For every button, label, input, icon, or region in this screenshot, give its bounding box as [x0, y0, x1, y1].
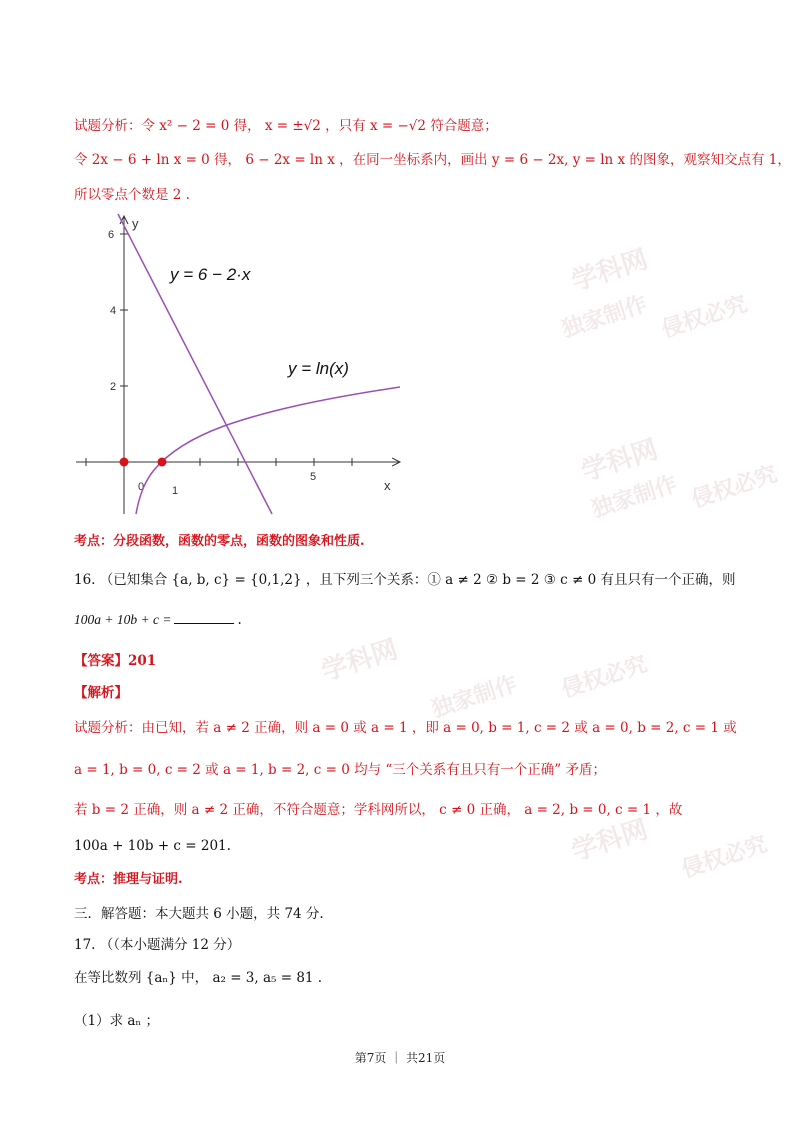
watermark-brand: 学科网 [318, 634, 402, 688]
answer16: 【答案】201 [74, 653, 157, 669]
analysis15-line2: 令 2x − 6 + ln x = 0 得， 6 − 2x = ln x ，在同一坐标系内，画出 y = 6 − 2x, y = ln x 的图象，观察知交点有 1， [74, 152, 791, 168]
watermark-text: 侵权必究 [558, 651, 651, 703]
watermark-text: 侵权必究 [688, 461, 781, 513]
zero-point [120, 458, 129, 467]
kaodian15: 考点：分段函数，函数的零点，函数的图象和性质. [74, 534, 365, 549]
watermark-brand: 学科网 [568, 814, 652, 868]
x-tick-label: 5 [310, 471, 317, 483]
jiexi-label: 【解析】 [74, 685, 128, 701]
y-tick-label: 6 [108, 229, 115, 241]
analysis16-line2: a = 1, b = 0, c = 2 或 a = 1, b = 2, c = 0 均与 “三个关系有且只有一个正确” 矛盾； [74, 762, 606, 778]
q17-title: 17. （（本小题满分 12 分） [74, 937, 241, 953]
q17-stem: 在等比数列 {aₙ} 中， a₂ = 3, a₅ = 81 . [74, 970, 323, 986]
analysis15-line1: 试题分析：令 x² − 2 = 0 得， x = ±√2 ，只有 x = −√2 符合题意； [74, 118, 498, 134]
function-graph [74, 212, 410, 516]
kaodian16: 考点：推理与证明. [74, 872, 183, 887]
page-footer: 第7页 ｜ 共21页 [354, 1051, 446, 1065]
q16-stem: 16. （已知集合 {a, b, c} = {0,1,2} ，且下列三个关系：① a ≠ 2 ② b = 2 ③ c ≠ 0 有且只有一个正确，则 [74, 572, 736, 588]
watermark-text: 独家制作 [588, 471, 681, 523]
watermark-brand: 学科网 [568, 244, 652, 298]
q17-part1: （1）求 aₙ ； [74, 1013, 160, 1029]
y-axis-label: y [132, 216, 139, 231]
q16-expression: 100a + 10b + c = [74, 612, 172, 627]
analysis15-line3: 所以零点个数是 2 . [74, 187, 190, 203]
y-tick-label: 4 [110, 305, 117, 317]
x-tick-label: 1 [172, 485, 179, 497]
watermark-text: 侵权必究 [678, 831, 771, 883]
x-tick-label: 0 [138, 481, 145, 493]
analysis16-line3: 若 b = 2 正确，则 a ≠ 2 正确，不符合题意；学科网所以， c ≠ 0 正确， a = 2, b = 0, c = 1 ，故 [74, 802, 683, 818]
answer-blank [174, 611, 234, 624]
q16-line2 [74, 611, 242, 628]
watermark-text: 侵权必究 [658, 291, 751, 343]
x-axis-label: x [384, 478, 391, 493]
curve-label-ln: y = ln(x) [288, 359, 349, 378]
watermark-brand: 学科网 [578, 434, 662, 488]
analysis16-line4: 100a + 10b + c = 201. [74, 838, 231, 854]
line-curve [118, 214, 272, 514]
q16-suffix: . [237, 612, 242, 628]
curve-label-line: y = 6 − 2·x [170, 265, 251, 284]
watermark-text: 独家制作 [558, 291, 651, 343]
zero-point [158, 458, 167, 467]
y-tick-label: 2 [110, 381, 117, 393]
section3-heading: 三．解答题：本大题共 6 小题，共 74 分. [74, 906, 324, 922]
analysis16-line1: 试题分析：由已知，若 a ≠ 2 正确，则 a = 0 或 a = 1 ，即 a = 0, b = 1, c = 2 或 a = 0, b = 2, c = 1 或 [74, 720, 737, 736]
watermark-text: 独家制作 [428, 671, 521, 723]
